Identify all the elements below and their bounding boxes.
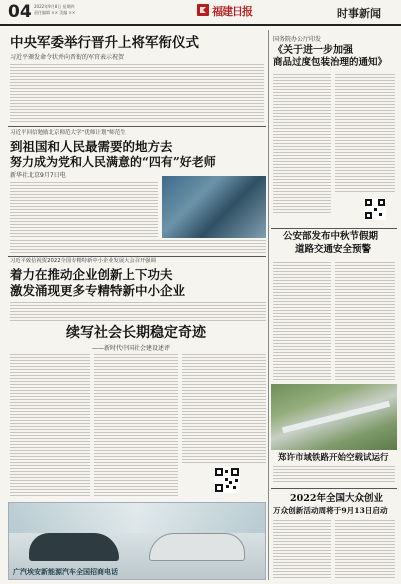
- r2-headline-line1: 公安部发布中秋节假期: [283, 231, 379, 242]
- r2-body-col1: [273, 262, 331, 380]
- article4-body-col2: [94, 354, 178, 498]
- r4-headline-line1: 2022年全国大众创业: [290, 493, 383, 504]
- article1-subhead: 习近平颁发命令状并向晋衔的军官表示祝贺: [10, 54, 125, 61]
- article2-photo: [162, 176, 266, 238]
- issue-editor: 责任编辑 ×× 美编 ××: [34, 10, 76, 15]
- article3-headline-line2: 激发涌现更多专精特新中小企业: [10, 283, 186, 298]
- r1-kicker: 国务院办公厅印发: [273, 36, 322, 43]
- masthead: [0, 0, 401, 28]
- article4-body-col3: [182, 354, 266, 464]
- masthead-rule: [0, 24, 401, 26]
- article2-subhead: 新华社北京9月7日电: [10, 172, 66, 179]
- article2-kicker: 习近平回信勉励北京师范大学“优师计划”师范生: [10, 130, 126, 136]
- r3-photo-train: [282, 401, 390, 433]
- divider-r3: [271, 488, 397, 489]
- article3-kicker: 习近平致信祝贺2022全国专精特新中小企业发展大会召开强调: [10, 258, 156, 264]
- article2-body-bottom: [10, 240, 266, 254]
- r4-body-col2: [335, 520, 395, 578]
- article2-headline-line2: 努力成为党和人民满意的“四有”好老师: [10, 155, 216, 169]
- divider-1: [8, 126, 266, 127]
- article2-body-left: [10, 182, 158, 238]
- r1-body-col2: [335, 74, 395, 194]
- article4-headline: 续写社会长期稳定奇迹: [66, 325, 206, 341]
- r4-headline-line2: 万众创新活动周将于9月13日启动: [273, 506, 388, 515]
- r4-body-col1: [273, 520, 331, 578]
- article1-body: [10, 64, 264, 122]
- ad-sky: [9, 503, 265, 533]
- column-divider: [268, 30, 269, 580]
- r1-qr-code: [364, 198, 386, 220]
- article3-headline-line1: 着力在推动企业创新上下功夫: [10, 267, 173, 282]
- ad-car-left: [29, 533, 119, 561]
- r1-headline-line1: 《关于进一步加强: [273, 45, 353, 56]
- article4-subhead: ——新时代中国社会建设述评: [92, 345, 171, 352]
- r1-body-col1: [273, 74, 331, 214]
- r2-body-col2: [335, 262, 395, 380]
- r3-body: [273, 466, 395, 484]
- issue-date: 2022年9月8日 星期四: [34, 4, 75, 9]
- ad-banner-text: 广汽埃安新能源汽车全国招商电话: [13, 568, 118, 576]
- article2-headline-line1: 到祖国和人民最需要的地方去: [10, 139, 173, 154]
- r3-headline: 郑许市域铁路开始空载试运行: [278, 453, 389, 463]
- page-number: 04: [8, 2, 32, 22]
- article4-qr-code: [214, 467, 240, 493]
- article1-headline: 中央军委举行晋升上将军衔仪式: [10, 35, 199, 51]
- ad-car-right: [149, 533, 245, 561]
- r1-headline-line2: 商品过度包装治理的通知》: [273, 57, 388, 68]
- article3-body: [10, 302, 266, 322]
- section-title: 时事新闻: [337, 7, 381, 20]
- r3-photo: [271, 384, 397, 450]
- logo-seal-icon: [197, 4, 209, 16]
- r2-headline-line2: 道路交通安全预警: [295, 244, 372, 255]
- newspaper-logo: 福建日报: [212, 5, 252, 18]
- article4-body-col1: [10, 354, 90, 498]
- divider-2: [8, 256, 266, 257]
- divider-r1: [271, 228, 397, 229]
- ad-banner: [8, 502, 266, 580]
